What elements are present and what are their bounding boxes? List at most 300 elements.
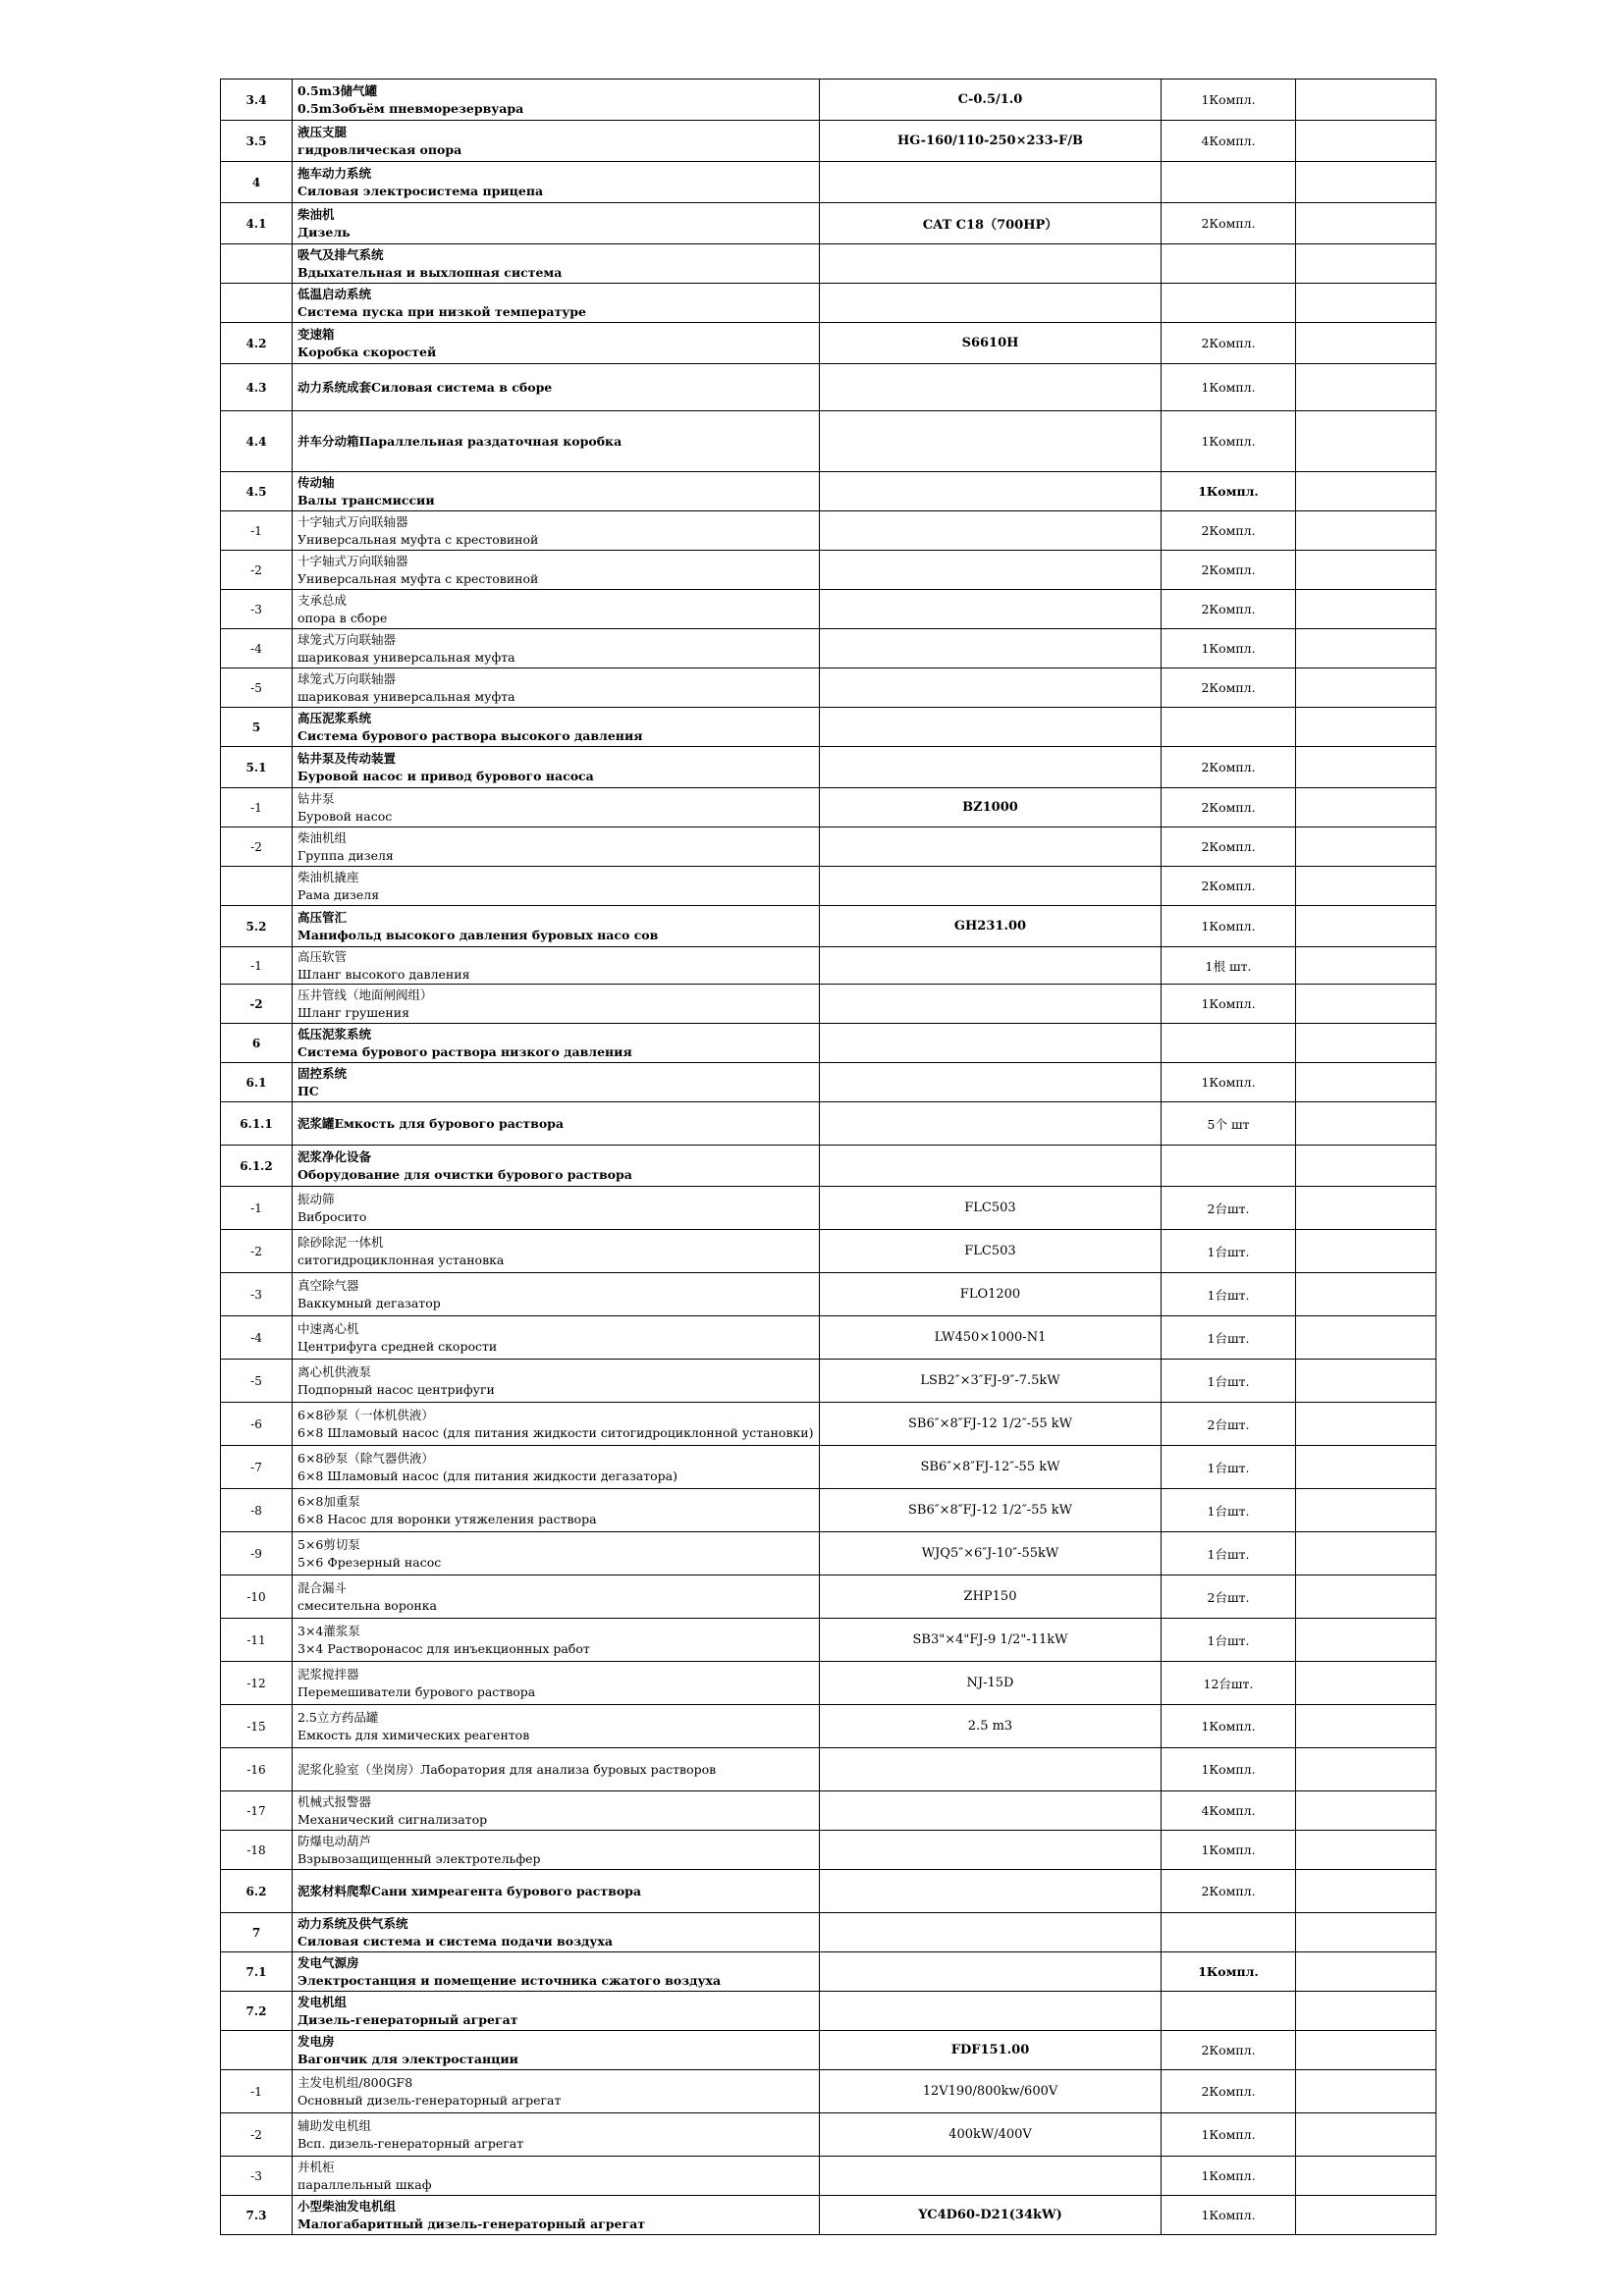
description-russian: Группа дизеля [298,847,394,863]
item-note [1296,629,1436,668]
item-number [221,867,293,906]
description-russian: Буровой насос и привод бурового насоса [298,768,594,783]
item-quantity [1162,1146,1296,1187]
description-chinese: 混合漏斗 [298,1579,348,1595]
item-note [1296,244,1436,284]
item-quantity: 2Компл. [1162,2031,1296,2070]
item-model [820,472,1162,511]
item-quantity: 12台шт. [1162,1662,1296,1705]
item-quantity: 1Компл. [1162,1063,1296,1102]
table-row [221,1230,1436,1273]
description-russian: Ваккумный дегазатор [298,1295,441,1310]
table-row [221,411,1436,472]
table-row [221,2157,1436,2196]
item-note [1296,1316,1436,1360]
item-model: GH231.00 [820,906,1162,947]
item-number: 5.2 [221,906,293,947]
item-note [1296,1992,1436,2031]
item-description [293,551,820,590]
item-model [820,747,1162,788]
description-chinese: 中速离心机 [298,1320,359,1336]
item-model: LSB2″×3″FJ-9″-7.5kW [820,1360,1162,1403]
item-quantity: 1台шт. [1162,1230,1296,1273]
item-number: -15 [221,1705,293,1748]
item-number: 3.5 [221,121,293,162]
item-model: SB3"×4"FJ-9 1/2"-11kW [820,1619,1162,1662]
description-russian: Универсальная муфта с крестовиной [298,531,539,547]
table-row [221,1952,1436,1992]
item-number: 5.1 [221,747,293,788]
table-row [221,511,1436,551]
item-note [1296,1791,1436,1831]
item-description [293,2070,820,2113]
table-row [221,1705,1436,1748]
description-chinese: 液压支腿 [298,124,348,139]
description-chinese: 支承总成 [298,592,348,608]
item-number: -10 [221,1575,293,1619]
item-model: SB6″×8″FJ-12 1/2″-55 kW [820,1489,1162,1532]
item-description [293,1024,820,1063]
description-russian: шариковая универсальная муфта [298,649,515,665]
table-row [221,323,1436,364]
item-number: -2 [221,828,293,867]
item-model [820,551,1162,590]
item-number: 7.2 [221,1992,293,2031]
table-row [221,1870,1436,1913]
description-chinese: 2.5立方药品罐 [298,1709,379,1725]
description-chinese: 泥浆化验室（坐岗房）Лаборатория для анализа буровых растворов [298,1761,717,1777]
item-number: -1 [221,2070,293,2113]
item-note [1296,551,1436,590]
description-russian: Система пуска при низкой температуре [298,303,586,319]
item-description [293,2113,820,2157]
item-model: FLC503 [820,1187,1162,1230]
item-quantity: 4Компл. [1162,1791,1296,1831]
item-description [293,1360,820,1403]
table-row [221,1831,1436,1870]
table-row [221,2070,1436,2113]
description-russian: Коробка скоростей [298,344,437,359]
description-chinese: 动力系统及供气系统 [298,1915,408,1931]
item-quantity [1162,1992,1296,2031]
item-quantity [1162,162,1296,203]
item-note [1296,747,1436,788]
description-russian: Вдыхательная и выхлопная система [298,264,563,280]
item-note [1296,1662,1436,1705]
description-russian: Дизель-генераторный агрегат [298,2011,518,2027]
description-chinese: 钻井泵及传动装置 [298,750,397,766]
item-number: -12 [221,1662,293,1705]
description-chinese: 泥浆净化设备 [298,1148,372,1164]
description-chinese: 小型柴油发电机组 [298,2198,397,2214]
description-russian: Система бурового раствора высокого давления [298,727,643,743]
description-russian: Центрифуга средней скорости [298,1338,498,1354]
description-chinese: 泥浆搅拌器 [298,1666,359,1682]
item-note [1296,708,1436,747]
description-chinese: 柴油机撬座 [298,869,359,884]
description-chinese: 6×8砂泵（一体机供液） [298,1407,434,1422]
item-quantity: 2Компл. [1162,551,1296,590]
item-note [1296,828,1436,867]
item-note [1296,1705,1436,1748]
item-description [293,472,820,511]
description-chinese: 十字轴式万向联轴器 [298,513,408,529]
item-quantity: 2Компл. [1162,511,1296,551]
item-quantity: 1Компл. [1162,364,1296,411]
item-note [1296,472,1436,511]
item-note [1296,323,1436,364]
table-row [221,1992,1436,2031]
item-note [1296,1187,1436,1230]
item-note [1296,985,1436,1024]
item-description [293,2196,820,2235]
item-quantity: 1Компл. [1162,1705,1296,1748]
description-russian: 6×8 Шламовый насос (для питания жидкости ситогидроциклонной установки) [298,1424,814,1440]
description-chinese: 变速箱 [298,326,335,342]
item-quantity: 1台шт. [1162,1619,1296,1662]
item-number: 6.2 [221,1870,293,1913]
description-chinese: 球笼式万向联轴器 [298,631,397,647]
item-number: -4 [221,1316,293,1360]
item-number [221,284,293,323]
table-row [221,590,1436,629]
item-description [293,121,820,162]
item-description [293,1102,820,1146]
item-number: 4.2 [221,323,293,364]
item-quantity: 1台шт. [1162,1273,1296,1316]
item-quantity: 1台шт. [1162,1360,1296,1403]
table-row [221,1748,1436,1791]
item-note [1296,668,1436,708]
item-model: YC4D60-D21(34kW) [820,2196,1162,2235]
table-row [221,668,1436,708]
item-quantity: 1Компл. [1162,906,1296,947]
item-quantity: 2台шт. [1162,1575,1296,1619]
item-description [293,2157,820,2196]
description-russian: Система бурового раствора низкого давления [298,1043,632,1059]
description-chinese: 主发电机组/800GF8 [298,2074,413,2090]
item-model [820,1063,1162,1102]
item-model [820,1102,1162,1146]
equipment-table [220,79,1436,2235]
item-quantity: 1台шт. [1162,1316,1296,1360]
table-row [221,1316,1436,1360]
item-note [1296,411,1436,472]
item-note [1296,590,1436,629]
item-number: 4 [221,162,293,203]
item-quantity: 2Компл. [1162,668,1296,708]
description-chinese: 辅助发电机组 [298,2117,372,2133]
table-row [221,1403,1436,1446]
item-description [293,1662,820,1705]
item-quantity: 2Компл. [1162,747,1296,788]
item-description [293,411,820,472]
item-description [293,828,820,867]
item-number: 6.1.1 [221,1102,293,1146]
description-chinese: 柴油机 [298,206,335,222]
item-number: -1 [221,1187,293,1230]
item-model: 2.5 m3 [820,1705,1162,1748]
item-model [820,828,1162,867]
item-note [1296,1489,1436,1532]
item-number: 6 [221,1024,293,1063]
item-model [820,1952,1162,1992]
table-row [221,1360,1436,1403]
item-note [1296,80,1436,121]
description-russian: 5×6 Фрезерный насос [298,1554,442,1570]
description-russian: Вагончик для электростанции [298,2051,518,2066]
item-number: 4.1 [221,203,293,244]
description-chinese: 真空除气器 [298,1277,359,1293]
description-chinese: 发电气源房 [298,1954,359,1970]
description-russian: Буровой насос [298,808,393,824]
item-number [221,244,293,284]
item-quantity: 1Компл. [1162,1831,1296,1870]
description-chinese: 机械式报警器 [298,1793,372,1809]
item-number: 6.1 [221,1063,293,1102]
item-model: SB6″×8″FJ-12″-55 kW [820,1446,1162,1489]
table-row [221,1146,1436,1187]
item-model [820,985,1162,1024]
description-russian: Оборудование для очистки бурового раствора [298,1166,632,1182]
description-chinese: 传动轴 [298,474,335,490]
description-russian: ситогидроциклонная установка [298,1252,505,1267]
item-model: 400kW/400V [820,2113,1162,2157]
item-number: 7 [221,1913,293,1952]
item-number: 7.3 [221,2196,293,2235]
item-note [1296,906,1436,947]
item-number: -2 [221,551,293,590]
table-row [221,947,1436,985]
description-russian: Вибросито [298,1208,367,1224]
description-russian: шариковая универсальная муфта [298,688,515,704]
item-number: -2 [221,1230,293,1273]
description-chinese: 吸气及排气系统 [298,246,384,262]
table-row [221,162,1436,203]
item-description [293,1146,820,1187]
description-chinese: 低温启动系统 [298,286,372,301]
item-description [293,1575,820,1619]
item-note [1296,1102,1436,1146]
item-description [293,985,820,1024]
item-quantity: 2Компл. [1162,2070,1296,2113]
item-note [1296,364,1436,411]
description-chinese: 高压泥浆系统 [298,710,372,725]
description-russian: Всп. дизель-генераторный агрегат [298,2135,524,2151]
item-model [820,162,1162,203]
description-chinese: 泥浆罐Емкость для бурового раствора [298,1115,565,1131]
description-chinese: 柴油机组 [298,829,348,845]
item-number: -2 [221,985,293,1024]
item-note [1296,1870,1436,1913]
item-model [820,1913,1162,1952]
item-note [1296,1913,1436,1952]
description-russian: Перемешиватели бурового раствора [298,1683,536,1699]
item-model: S6610H [820,323,1162,364]
item-description [293,1791,820,1831]
description-russian: 6×8 Шламовый насос (для питания жидкости дегазатора) [298,1468,677,1483]
item-description [293,364,820,411]
item-quantity: 1根 шт. [1162,947,1296,985]
item-note [1296,788,1436,828]
item-number: 4.5 [221,472,293,511]
item-number: -1 [221,788,293,828]
item-description [293,1403,820,1446]
item-number: -1 [221,947,293,985]
table-row [221,1532,1436,1575]
item-note [1296,1230,1436,1273]
item-description [293,867,820,906]
item-quantity: 1Компл. [1162,1952,1296,1992]
item-model [820,668,1162,708]
description-chinese: 防爆电动葫芦 [298,1833,372,1848]
item-model [820,411,1162,472]
item-number: -16 [221,1748,293,1791]
item-description [293,1063,820,1102]
item-quantity: 1Компл. [1162,2113,1296,2157]
item-number: -3 [221,1273,293,1316]
item-number: -3 [221,590,293,629]
item-note [1296,1273,1436,1316]
description-russian: ПС [298,1083,319,1098]
item-model [820,364,1162,411]
item-quantity: 2Компл. [1162,1870,1296,1913]
description-chinese: 压井管线（地面闸阀组） [298,987,433,1002]
item-number: -9 [221,1532,293,1575]
item-description [293,1619,820,1662]
item-quantity [1162,1913,1296,1952]
item-number: 3.4 [221,80,293,121]
item-model [820,867,1162,906]
item-quantity: 2Компл. [1162,867,1296,906]
item-description [293,708,820,747]
item-note [1296,162,1436,203]
item-number: -1 [221,511,293,551]
description-chinese: 6×8砂泵（除气器供液） [298,1450,434,1466]
item-quantity: 1Компл. [1162,2157,1296,2196]
description-chinese: 钻井泵 [298,790,335,806]
table-row [221,629,1436,668]
description-chinese: 离心机供液泵 [298,1363,372,1379]
table-row [221,747,1436,788]
description-chinese: 发电房 [298,2033,335,2049]
item-number: 7.1 [221,1952,293,1992]
item-description [293,2031,820,2070]
item-quantity [1162,1024,1296,1063]
item-model: FLO1200 [820,1273,1162,1316]
item-description [293,1831,820,1870]
item-quantity: 5个 шт [1162,1102,1296,1146]
item-description [293,1187,820,1230]
item-description [293,1705,820,1748]
item-quantity: 1台шт. [1162,1446,1296,1489]
item-model [820,284,1162,323]
item-description [293,1446,820,1489]
item-model [820,590,1162,629]
table-row [221,472,1436,511]
table-row [221,1619,1436,1662]
item-model: HG-160/110-250×233-F/B [820,121,1162,162]
item-note [1296,1063,1436,1102]
item-model [820,708,1162,747]
item-quantity: 1Компл. [1162,411,1296,472]
description-russian: Рама дизеля [298,886,380,902]
description-chinese: 固控系统 [298,1065,348,1081]
table-row [221,788,1436,828]
item-description [293,788,820,828]
item-number: 4.4 [221,411,293,472]
description-russian: 0.5m3объём пневморезервуара [298,100,524,116]
table-row [221,1662,1436,1705]
item-note [1296,2157,1436,2196]
table-row [221,551,1436,590]
table-row [221,1791,1436,1831]
item-model: SB6″×8″FJ-12 1/2″-55 kW [820,1403,1162,1446]
item-model [820,629,1162,668]
item-number: -7 [221,1446,293,1489]
table-row [221,867,1436,906]
table-row [221,364,1436,411]
description-russian: Дизель [298,224,351,240]
item-quantity: 2Компл. [1162,828,1296,867]
item-description [293,1273,820,1316]
item-number: -17 [221,1791,293,1831]
table-row [221,1489,1436,1532]
description-russian: 3×4 Растворонасос для инъекционных работ [298,1640,590,1656]
item-model [820,1870,1162,1913]
description-chinese: 拖车动力系统 [298,165,372,181]
item-model [820,2157,1162,2196]
item-number [221,2031,293,2070]
item-note [1296,1146,1436,1187]
item-model [820,1146,1162,1187]
item-model: LW450×1000-N1 [820,1316,1162,1360]
item-model [820,1748,1162,1791]
description-chinese: 除砂除泥一体机 [298,1234,384,1250]
item-number: 5 [221,708,293,747]
item-note [1296,203,1436,244]
table-row [221,1024,1436,1063]
item-quantity [1162,244,1296,284]
item-model: CAT C18（700HP） [820,203,1162,244]
description-chinese: 并车分动箱Параллельная раздаточная коробка [298,433,623,449]
item-description [293,203,820,244]
item-description [293,906,820,947]
item-quantity: 1Компл. [1162,80,1296,121]
item-note [1296,867,1436,906]
description-chinese: 6×8加重泵 [298,1493,360,1509]
table-row [221,828,1436,867]
item-number: -8 [221,1489,293,1532]
item-number: 4.3 [221,364,293,411]
item-model [820,244,1162,284]
table-row [221,1102,1436,1146]
description-russian: Подпорный насос центрифуги [298,1381,495,1397]
item-number: -18 [221,1831,293,1870]
item-model: C-0.5/1.0 [820,80,1162,121]
item-number: -5 [221,1360,293,1403]
item-model: FLC503 [820,1230,1162,1273]
item-quantity: 1台шт. [1162,1532,1296,1575]
item-number: -4 [221,629,293,668]
description-chinese: 振动筛 [298,1191,335,1206]
item-quantity: 4Компл. [1162,121,1296,162]
item-description [293,1489,820,1532]
description-chinese: 动力系统成套Силовая система в сборе [298,379,553,395]
table-row [221,985,1436,1024]
item-description [293,668,820,708]
item-quantity: 1Компл. [1162,1748,1296,1791]
